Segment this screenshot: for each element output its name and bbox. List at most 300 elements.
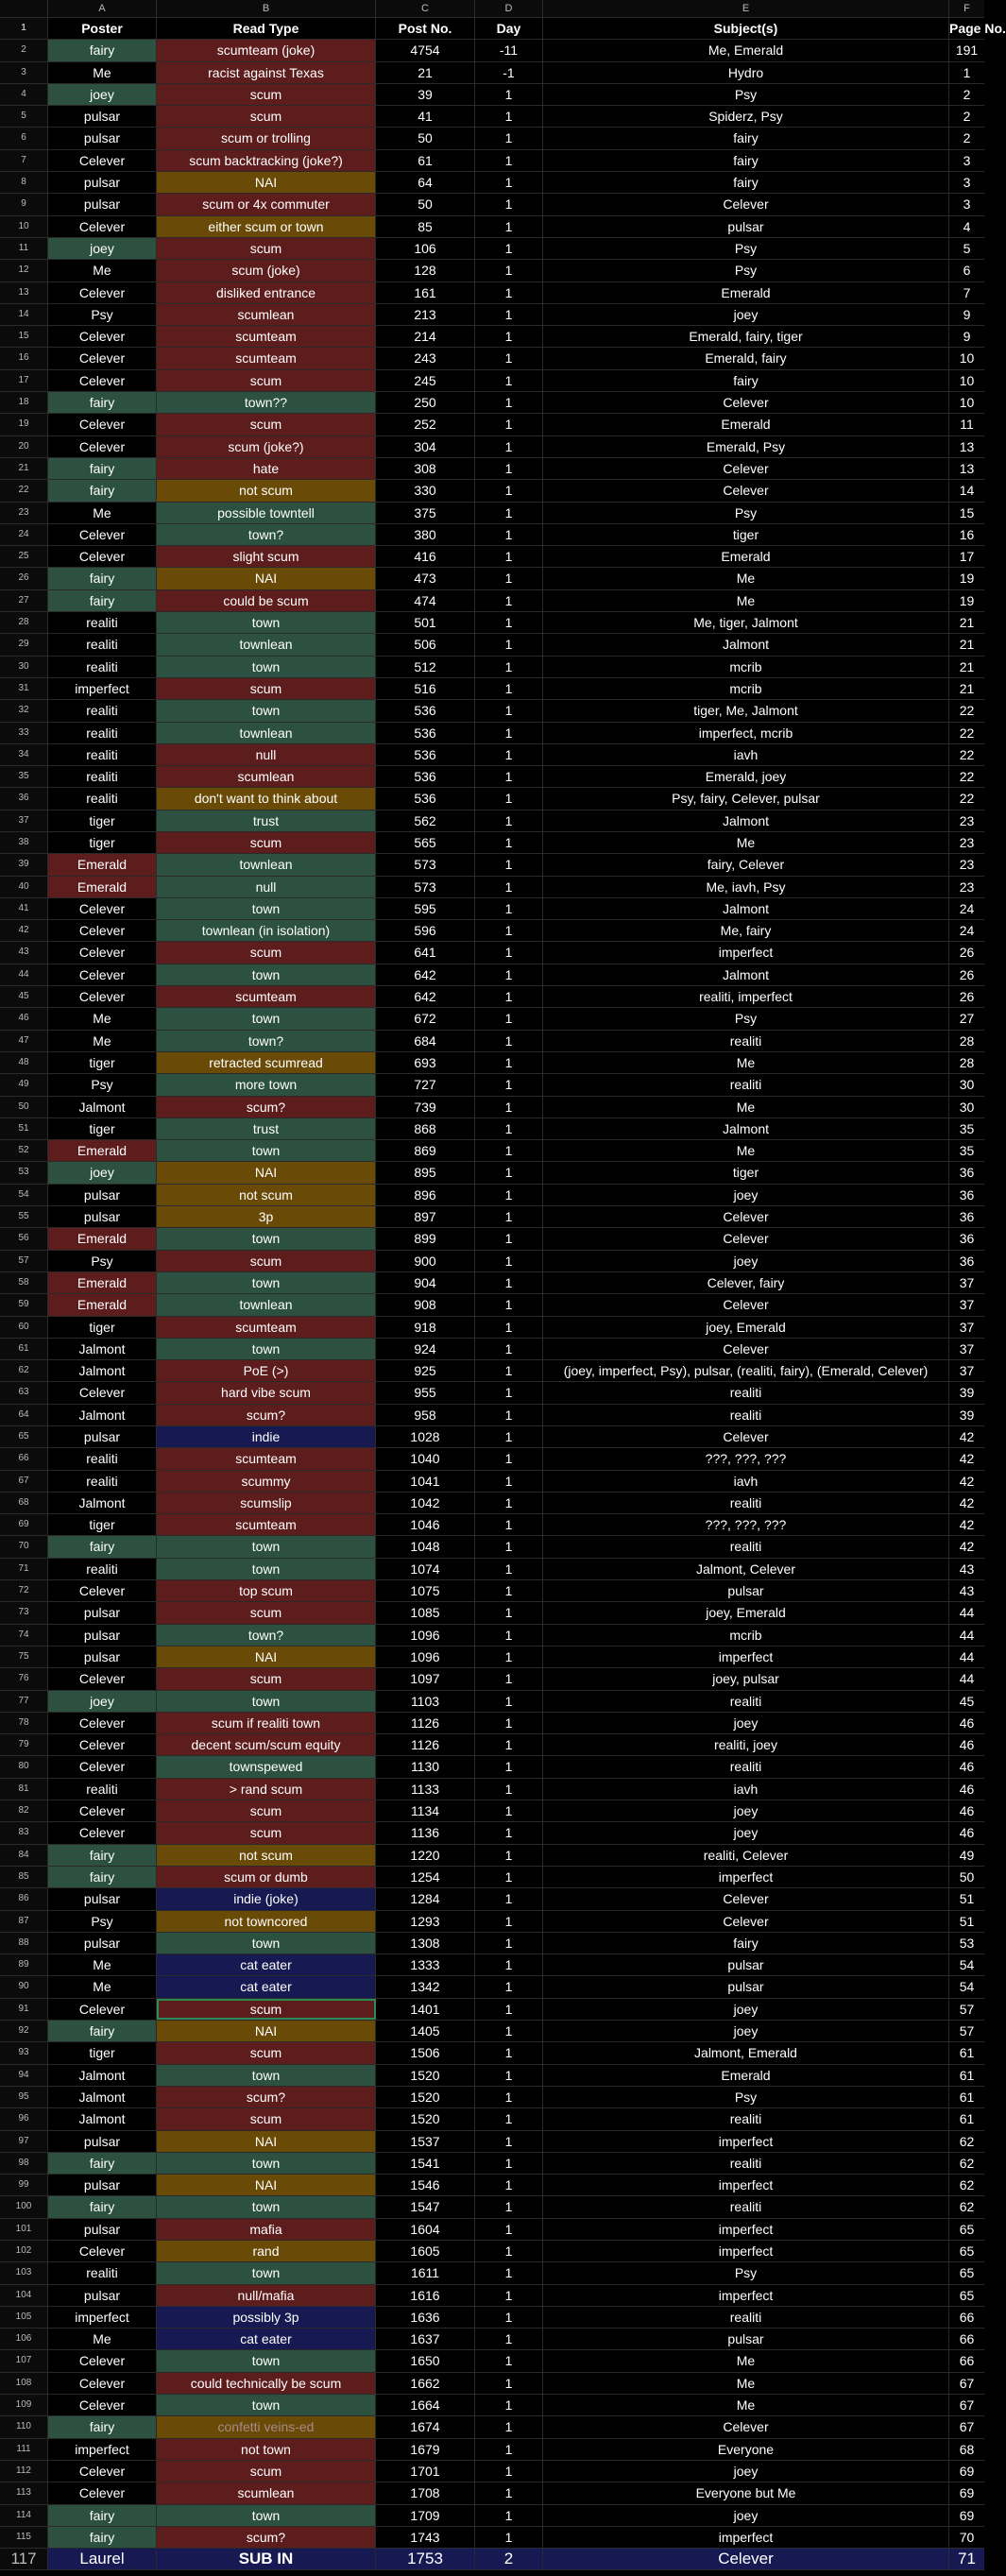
page-no-cell[interactable]: 66	[959, 2331, 975, 2347]
row-number[interactable]: 115	[0, 2527, 48, 2548]
day-cell[interactable]: 1	[475, 1162, 543, 1183]
subjects-cell[interactable]: imperfect	[543, 942, 949, 963]
poster-cell[interactable]: Celever	[48, 2241, 157, 2261]
page-no-cell[interactable]: 23	[959, 879, 975, 895]
poster-cell[interactable]: Me	[48, 260, 157, 281]
subjects-cell[interactable]: Celever	[543, 1888, 949, 1909]
poster-cell[interactable]: Laurel	[48, 2549, 157, 2569]
day-cell[interactable]: 1	[475, 2307, 543, 2328]
post-no-cell[interactable]: 213	[376, 304, 475, 325]
post-no-cell[interactable]: 512	[376, 657, 475, 677]
poster-cell[interactable]: Psy	[48, 304, 157, 325]
row-number[interactable]: 77	[0, 1691, 48, 1712]
page-no-cell[interactable]: 67	[959, 2375, 975, 2391]
day-cell[interactable]: 1	[475, 2439, 543, 2460]
row-number[interactable]: 72	[0, 1580, 48, 1601]
day-cell[interactable]: 1	[475, 414, 543, 435]
poster-cell[interactable]: Psy	[48, 1251, 157, 1271]
read-type-cell[interactable]: NAI	[157, 2175, 376, 2195]
day-cell[interactable]: 1	[475, 150, 543, 171]
poster-cell[interactable]: pulsar	[48, 1426, 157, 1447]
poster-cell[interactable]: fairy	[48, 590, 157, 611]
post-no-cell[interactable]: 1220	[376, 1845, 475, 1866]
row-number[interactable]: 53	[0, 1162, 48, 1183]
day-cell[interactable]: 1	[475, 172, 543, 193]
read-type-cell[interactable]: decent scum/scum equity	[157, 1734, 376, 1755]
read-type-cell[interactable]: scum	[157, 2461, 376, 2482]
read-type-cell[interactable]: town	[157, 2196, 376, 2217]
poster-cell[interactable]: realiti	[48, 766, 157, 787]
row-number[interactable]: 47	[0, 1031, 48, 1051]
subjects-cell[interactable]: Psy	[543, 238, 949, 259]
row-number[interactable]: 100	[0, 2196, 48, 2217]
subjects-cell[interactable]: joey	[543, 1185, 949, 1205]
day-cell[interactable]: 1	[475, 986, 543, 1007]
subjects-cell[interactable]: Me, iavh, Psy	[543, 877, 949, 897]
page-no-cell[interactable]: 23	[959, 834, 975, 850]
read-type-cell[interactable]: scumlean	[157, 2482, 376, 2503]
page-no-cell[interactable]: 22	[959, 769, 975, 785]
read-type-cell[interactable]: town	[157, 1536, 376, 1557]
page-no-cell[interactable]: 69	[959, 2507, 975, 2523]
page-no-cell[interactable]: 61	[959, 2045, 975, 2061]
post-no-cell[interactable]: 642	[376, 986, 475, 1007]
poster-cell[interactable]: Celever	[48, 920, 157, 941]
subjects-cell[interactable]: Everyone	[543, 2439, 949, 2460]
column-d-header[interactable]: D	[475, 0, 543, 17]
row-number[interactable]: 73	[0, 1602, 48, 1623]
day-cell[interactable]: 1	[475, 1493, 543, 1513]
page-no-cell[interactable]: 36	[959, 1209, 975, 1225]
row-number[interactable]: 49	[0, 1074, 48, 1095]
day-cell[interactable]: 1	[475, 84, 543, 105]
page-no-cell[interactable]: 11	[960, 417, 974, 433]
day-cell[interactable]: 1	[475, 2505, 543, 2526]
row-number[interactable]: 1	[0, 18, 48, 39]
day-cell[interactable]: 1	[475, 2196, 543, 2217]
page-no-cell[interactable]: 2	[963, 109, 971, 125]
row-number[interactable]: 52	[0, 1140, 48, 1161]
post-no-cell[interactable]: 245	[376, 370, 475, 391]
post-no-cell[interactable]: 536	[376, 766, 475, 787]
day-cell[interactable]: 1	[475, 1691, 543, 1712]
post-no-cell[interactable]: 1743	[376, 2527, 475, 2548]
read-type-cell[interactable]: town	[157, 2153, 376, 2174]
read-type-cell[interactable]: scum	[157, 1251, 376, 1271]
subjects-cell[interactable]: Jalmont, Emerald	[543, 2042, 949, 2063]
row-number[interactable]: 68	[0, 1493, 48, 1513]
post-no-cell[interactable]: 739	[376, 1097, 475, 1117]
read-type-cell[interactable]: townlean (in isolation)	[157, 920, 376, 941]
day-cell[interactable]: 1	[475, 1822, 543, 1843]
read-type-cell[interactable]: scumteam	[157, 326, 376, 347]
read-type-cell[interactable]: scum (joke)	[157, 260, 376, 281]
day-cell[interactable]: 1	[475, 480, 543, 501]
poster-cell[interactable]: realiti	[48, 723, 157, 743]
day-cell[interactable]: 1	[475, 2527, 543, 2548]
post-no-cell[interactable]: 1547	[376, 2196, 475, 2217]
row-number[interactable]: 2	[0, 40, 48, 60]
read-type-cell[interactable]: scum	[157, 370, 376, 391]
row-number[interactable]: 28	[0, 612, 48, 633]
page-no-cell[interactable]: 71	[958, 2550, 976, 2568]
page-no-cell[interactable]: 45	[959, 1693, 975, 1709]
subjects-cell[interactable]: realiti	[543, 2108, 949, 2129]
read-type-cell[interactable]: scumslip	[157, 1493, 376, 1513]
poster-cell[interactable]: Celever	[48, 524, 157, 545]
day-cell[interactable]: -11	[475, 40, 543, 60]
read-type-cell[interactable]: townlean	[157, 1294, 376, 1315]
page-no-cell[interactable]: 21	[959, 680, 975, 696]
poster-cell[interactable]: Celever	[48, 2350, 157, 2371]
page-no-cell[interactable]: 42	[959, 1494, 975, 1510]
row-number[interactable]: 79	[0, 1734, 48, 1755]
post-no-cell[interactable]: 536	[376, 700, 475, 721]
row-number[interactable]: 71	[0, 1559, 48, 1579]
post-no-cell[interactable]: 1637	[376, 2329, 475, 2349]
row-number[interactable]: 60	[0, 1317, 48, 1338]
read-type-cell[interactable]: cat eater	[157, 2329, 376, 2349]
row-number[interactable]: 37	[0, 810, 48, 831]
post-no-cell[interactable]: 1546	[376, 2175, 475, 2195]
row-number[interactable]: 31	[0, 678, 48, 699]
read-type-cell[interactable]: racist against Texas	[157, 62, 376, 83]
read-type-cell[interactable]: townlean	[157, 723, 376, 743]
row-number[interactable]: 101	[0, 2219, 48, 2240]
poster-cell[interactable]: pulsar	[48, 106, 157, 127]
read-type-cell[interactable]: town	[157, 1933, 376, 1953]
page-no-cell[interactable]: 42	[959, 1429, 975, 1444]
select-all-corner[interactable]	[0, 0, 48, 17]
subjects-cell[interactable]: Celever	[543, 1426, 949, 1447]
poster-cell[interactable]: pulsar	[48, 1933, 157, 1953]
poster-cell[interactable]: joey	[48, 1162, 157, 1183]
read-type-cell[interactable]: > rand scum	[157, 1779, 376, 1800]
page-no-cell[interactable]: 27	[959, 1011, 975, 1027]
post-no-cell[interactable]: 473	[376, 568, 475, 589]
poster-cell[interactable]: Celever	[48, 216, 157, 237]
page-no-cell[interactable]: 24	[959, 900, 975, 916]
page-no-cell[interactable]: 3	[963, 175, 971, 191]
row-number[interactable]: 3	[0, 62, 48, 83]
poster-cell[interactable]: Me	[48, 1031, 157, 1051]
poster-cell[interactable]: Emerald	[48, 1140, 157, 1161]
post-no-cell[interactable]: 1506	[376, 2042, 475, 2063]
post-no-cell[interactable]: 1075	[376, 1580, 475, 1601]
page-no-cell[interactable]: 61	[959, 2067, 975, 2083]
row-number[interactable]: 21	[0, 458, 48, 479]
poster-cell[interactable]: Emerald	[48, 854, 157, 875]
day-cell[interactable]: 1	[475, 898, 543, 919]
page-no-cell[interactable]: 46	[959, 1781, 975, 1797]
row-number[interactable]: 84	[0, 1845, 48, 1866]
post-no-cell[interactable]: 1342	[376, 1976, 475, 1997]
row-number[interactable]: 63	[0, 1382, 48, 1403]
row-number[interactable]: 80	[0, 1756, 48, 1777]
day-cell[interactable]: 1	[475, 657, 543, 677]
row-number[interactable]: 109	[0, 2395, 48, 2415]
post-no-cell[interactable]: 21	[376, 62, 475, 83]
read-type-cell[interactable]: not town	[157, 2439, 376, 2460]
row-number[interactable]: 58	[0, 1272, 48, 1293]
read-type-cell[interactable]: scumteam (joke)	[157, 40, 376, 60]
subjects-cell[interactable]: realiti	[543, 1074, 949, 1095]
post-no-cell[interactable]: 565	[376, 832, 475, 853]
day-cell[interactable]: 1	[475, 1625, 543, 1646]
day-cell[interactable]: 1	[475, 194, 543, 214]
poster-cell[interactable]: fairy	[48, 40, 157, 60]
poster-cell[interactable]: fairy	[48, 2416, 157, 2437]
read-type-cell[interactable]: scum	[157, 2042, 376, 2063]
post-no-cell[interactable]: 1126	[376, 1713, 475, 1733]
subjects-cell[interactable]: realiti	[543, 2153, 949, 2174]
post-no-cell[interactable]: 1650	[376, 2350, 475, 2371]
day-cell[interactable]: 1	[475, 1272, 543, 1293]
post-no-cell[interactable]: 641	[376, 942, 475, 963]
page-no-cell[interactable]: 66	[959, 2353, 975, 2369]
post-no-cell[interactable]: 50	[376, 194, 475, 214]
read-type-cell[interactable]: scumteam	[157, 1448, 376, 1469]
subjects-cell[interactable]: Celever	[543, 2416, 949, 2437]
row-number[interactable]: 54	[0, 1185, 48, 1205]
row-number[interactable]: 30	[0, 657, 48, 677]
row-number[interactable]: 96	[0, 2108, 48, 2129]
page-no-cell[interactable]: 51	[959, 1913, 975, 1929]
page-no-cell[interactable]: 35	[959, 1120, 975, 1136]
read-type-cell[interactable]: town	[157, 1272, 376, 1293]
post-no-cell[interactable]: 1134	[376, 1800, 475, 1821]
row-number[interactable]: 110	[0, 2416, 48, 2437]
read-type-cell[interactable]: NAI	[157, 172, 376, 193]
row-number[interactable]: 19	[0, 414, 48, 435]
day-cell[interactable]: 2	[475, 2549, 543, 2569]
row-number[interactable]: 69	[0, 1514, 48, 1535]
row-number[interactable]: 36	[0, 788, 48, 809]
read-type-cell[interactable]: could technically be scum	[157, 2373, 376, 2394]
page-no-cell[interactable]: 13	[959, 438, 975, 454]
post-no-cell[interactable]: 1636	[376, 2307, 475, 2328]
row-number[interactable]: 35	[0, 766, 48, 787]
row-number[interactable]: 15	[0, 326, 48, 347]
day-cell[interactable]: 1	[475, 744, 543, 765]
page-no-cell[interactable]: 67	[959, 2419, 975, 2435]
post-no-cell[interactable]: 308	[376, 458, 475, 479]
day-cell[interactable]: 1	[475, 238, 543, 259]
subjects-header[interactable]: Subject(s)	[543, 18, 949, 39]
post-no-cell[interactable]: 1048	[376, 1536, 475, 1557]
subjects-cell[interactable]: Me	[543, 2395, 949, 2415]
day-cell[interactable]: 1	[475, 1185, 543, 1205]
post-no-cell[interactable]: 1040	[376, 1448, 475, 1469]
read-type-cell[interactable]: don't want to think about	[157, 788, 376, 809]
read-type-cell[interactable]: rand	[157, 2241, 376, 2261]
post-no-cell[interactable]: 684	[376, 1031, 475, 1051]
row-number[interactable]: 22	[0, 480, 48, 501]
day-cell[interactable]: 1	[475, 503, 543, 523]
column-a-header[interactable]: A	[48, 0, 157, 17]
post-no-cell[interactable]: 1662	[376, 2373, 475, 2394]
poster-cell[interactable]: tiger	[48, 2042, 157, 2063]
poster-cell[interactable]: tiger	[48, 1514, 157, 1535]
page-no-cell[interactable]: 69	[959, 2485, 975, 2501]
day-cell[interactable]: 1	[475, 788, 543, 809]
read-type-cell[interactable]: scum or dumb	[157, 1867, 376, 1887]
subjects-cell[interactable]: imperfect	[543, 2175, 949, 2195]
poster-cell[interactable]: Jalmont	[48, 1493, 157, 1513]
row-number[interactable]: 74	[0, 1625, 48, 1646]
post-no-cell[interactable]: 896	[376, 1185, 475, 1205]
subjects-cell[interactable]: imperfect, mcrib	[543, 723, 949, 743]
subjects-cell[interactable]: Me	[543, 832, 949, 853]
page-no-cell[interactable]: 61	[959, 2111, 975, 2127]
read-type-cell[interactable]: disliked entrance	[157, 282, 376, 303]
page-no-cell[interactable]: 61	[959, 2089, 975, 2105]
subjects-cell[interactable]: Celever	[543, 392, 949, 413]
subjects-cell[interactable]: Jalmont	[543, 898, 949, 919]
day-cell[interactable]: 1	[475, 106, 543, 127]
page-no-cell[interactable]: 9	[963, 306, 971, 322]
poster-cell[interactable]: fairy	[48, 480, 157, 501]
read-type-cell[interactable]: scumlean	[157, 304, 376, 325]
read-type-cell[interactable]: null	[157, 744, 376, 765]
subjects-cell[interactable]: Celever	[543, 458, 949, 479]
day-cell[interactable]: 1	[475, 2482, 543, 2503]
page-no-cell[interactable]: 30	[959, 1099, 975, 1115]
page-no-cell[interactable]: 46	[959, 1759, 975, 1775]
post-no-cell[interactable]: 516	[376, 678, 475, 699]
read-type-cell[interactable]: scum	[157, 414, 376, 435]
subjects-cell[interactable]: Jalmont	[543, 964, 949, 985]
subjects-cell[interactable]: (joey, imperfect, Psy), pulsar, (realiti, fairy), (Emerald, Celever)	[543, 1360, 949, 1381]
poster-cell[interactable]: fairy	[48, 2153, 157, 2174]
poster-cell[interactable]: imperfect	[48, 678, 157, 699]
subjects-cell[interactable]: Me	[543, 590, 949, 611]
subjects-cell[interactable]: realiti	[543, 1031, 949, 1051]
post-no-cell[interactable]: 330	[376, 480, 475, 501]
post-no-cell[interactable]: 895	[376, 1162, 475, 1183]
page-no-cell[interactable]: 37	[959, 1274, 975, 1290]
subjects-cell[interactable]: mcrib	[543, 678, 949, 699]
page-no-cell[interactable]: 21	[959, 658, 975, 674]
post-no-cell[interactable]: 897	[376, 1206, 475, 1227]
poster-cell[interactable]: Celever	[48, 1822, 157, 1843]
poster-cell[interactable]: joey	[48, 84, 157, 105]
read-type-cell[interactable]: cat eater	[157, 1976, 376, 1997]
read-type-cell[interactable]: SUB IN	[157, 2549, 376, 2569]
subjects-cell[interactable]: Me, Emerald	[543, 40, 949, 60]
day-cell[interactable]: 1	[475, 2241, 543, 2261]
day-cell[interactable]: 1	[475, 1756, 543, 1777]
day-cell[interactable]: 1	[475, 766, 543, 787]
page-no-cell[interactable]: 30	[959, 1077, 975, 1093]
post-no-cell[interactable]: 252	[376, 414, 475, 435]
day-cell[interactable]: 1	[475, 920, 543, 941]
row-number[interactable]: 34	[0, 744, 48, 765]
poster-cell[interactable]: Celever	[48, 2461, 157, 2482]
day-cell[interactable]: 1	[475, 2416, 543, 2437]
post-no-cell[interactable]: 380	[376, 524, 475, 545]
poster-cell[interactable]: fairy	[48, 568, 157, 589]
row-number[interactable]: 40	[0, 877, 48, 897]
post-no-cell[interactable]: 1254	[376, 1867, 475, 1887]
day-cell[interactable]: -1	[475, 62, 543, 83]
poster-cell[interactable]: pulsar	[48, 2175, 157, 2195]
page-no-cell[interactable]: 7	[963, 284, 971, 300]
row-number[interactable]: 23	[0, 503, 48, 523]
poster-cell[interactable]: fairy	[48, 392, 157, 413]
page-no-cell[interactable]: 68	[959, 2441, 975, 2457]
read-type-cell[interactable]: hate	[157, 458, 376, 479]
row-number[interactable]: 41	[0, 898, 48, 919]
row-number[interactable]: 97	[0, 2131, 48, 2152]
day-cell[interactable]: 1	[475, 1360, 543, 1381]
row-number[interactable]: 11	[0, 238, 48, 259]
read-type-cell[interactable]: scum?	[157, 1097, 376, 1117]
day-cell[interactable]: 1	[475, 1405, 543, 1425]
day-cell[interactable]: 1	[475, 590, 543, 611]
read-type-cell[interactable]: more town	[157, 1074, 376, 1095]
row-number[interactable]: 50	[0, 1097, 48, 1117]
day-cell[interactable]: 1	[475, 2350, 543, 2371]
row-number[interactable]: 38	[0, 832, 48, 853]
subjects-cell[interactable]: Jalmont	[543, 634, 949, 655]
post-no-cell[interactable]: 693	[376, 1052, 475, 1073]
page-no-cell[interactable]: 44	[959, 1627, 975, 1643]
page-no-cell[interactable]: 46	[959, 1737, 975, 1753]
poster-cell[interactable]: pulsar	[48, 1206, 157, 1227]
poster-cell[interactable]: Jalmont	[48, 2108, 157, 2129]
post-no-cell[interactable]: 924	[376, 1339, 475, 1359]
subjects-cell[interactable]: fairy	[543, 128, 949, 148]
page-no-cell[interactable]: 43	[959, 1561, 975, 1577]
read-type-cell[interactable]: scum backtracking (joke?)	[157, 150, 376, 171]
post-no-cell[interactable]: 1664	[376, 2395, 475, 2415]
subjects-cell[interactable]: realiti	[543, 1493, 949, 1513]
poster-cell[interactable]: Jalmont	[48, 2065, 157, 2086]
subjects-cell[interactable]: Emerald, fairy	[543, 348, 949, 368]
read-type-cell[interactable]: town	[157, 2505, 376, 2526]
row-number[interactable]: 117	[0, 2549, 48, 2569]
row-number[interactable]: 104	[0, 2285, 48, 2306]
read-type-cell[interactable]: PoE (>)	[157, 1360, 376, 1381]
page-no-cell[interactable]: 42	[959, 1451, 975, 1467]
post-no-cell[interactable]: 1042	[376, 1493, 475, 1513]
day-cell[interactable]: 1	[475, 1074, 543, 1095]
poster-cell[interactable]: Celever	[48, 1999, 157, 2020]
post-no-cell[interactable]: 1097	[376, 1668, 475, 1689]
subjects-cell[interactable]: Me	[543, 2373, 949, 2394]
row-number[interactable]: 17	[0, 370, 48, 391]
subjects-cell[interactable]: fairy	[543, 150, 949, 171]
read-type-cell[interactable]: town	[157, 657, 376, 677]
poster-cell[interactable]: pulsar	[48, 194, 157, 214]
poster-cell[interactable]: tiger	[48, 1118, 157, 1139]
page-no-cell[interactable]: 69	[959, 2463, 975, 2479]
poster-cell[interactable]: Celever	[48, 2482, 157, 2503]
read-type-cell[interactable]: scum (joke?)	[157, 436, 376, 457]
page-no-cell[interactable]: 2	[963, 130, 971, 146]
subjects-cell[interactable]: Psy	[543, 503, 949, 523]
row-number[interactable]: 70	[0, 1536, 48, 1557]
poster-cell[interactable]: Me	[48, 1008, 157, 1029]
post-no-cell[interactable]: 41	[376, 106, 475, 127]
row-number[interactable]: 59	[0, 1294, 48, 1315]
post-no-cell[interactable]: 1611	[376, 2262, 475, 2283]
post-no-cell[interactable]: 1709	[376, 2505, 475, 2526]
post-no-cell[interactable]: 1136	[376, 1822, 475, 1843]
page-no-cell[interactable]: 19	[959, 592, 975, 608]
row-number[interactable]: 91	[0, 1999, 48, 2020]
